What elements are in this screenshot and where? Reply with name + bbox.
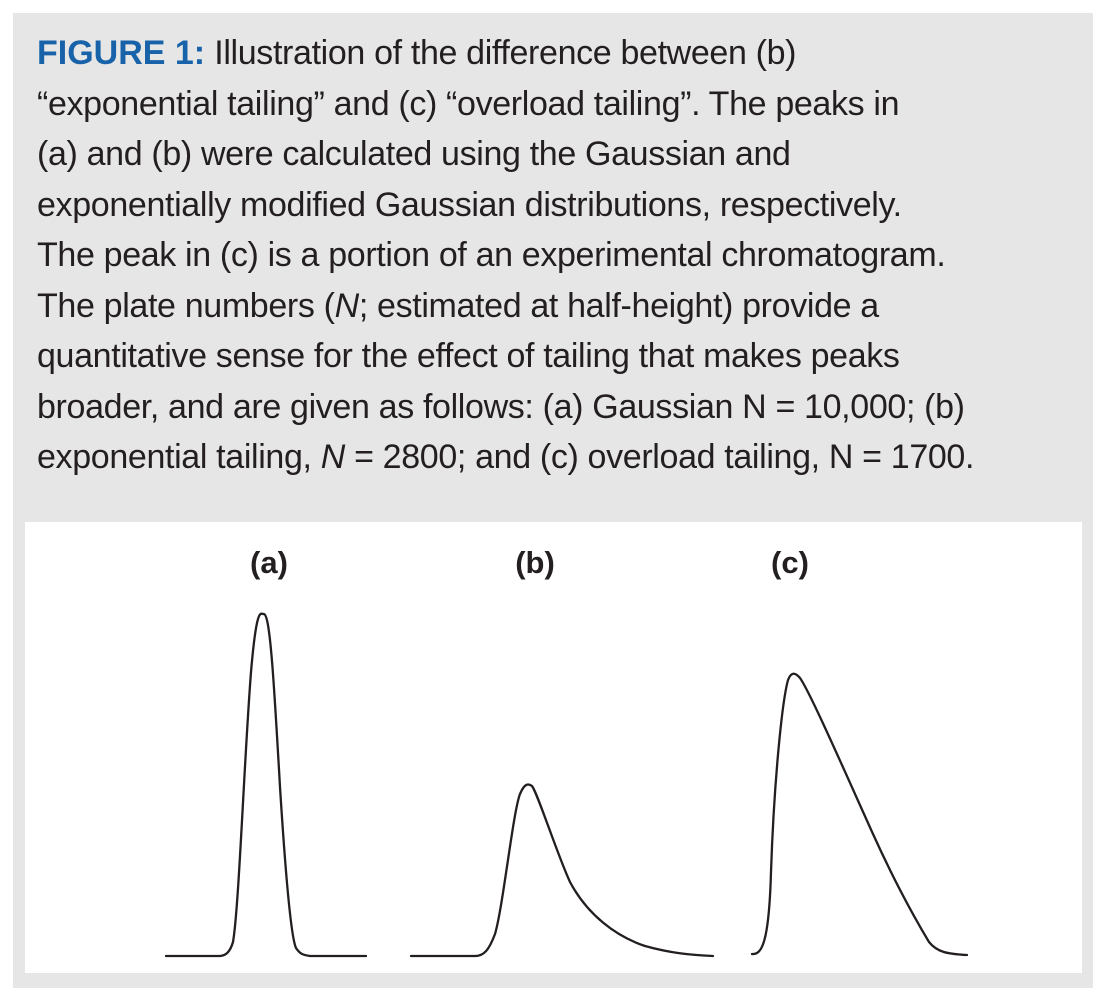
peak-diagram bbox=[25, 522, 1082, 973]
peak-trace-c bbox=[752, 674, 967, 955]
plot-area bbox=[25, 522, 1082, 973]
panel-label-a: (a) bbox=[250, 545, 288, 580]
caption-text: exponential tailing, bbox=[37, 438, 321, 476]
peak-trace-a bbox=[166, 614, 366, 956]
caption-line bbox=[37, 230, 1067, 281]
caption-text: Illustration of the difference between (b) bbox=[214, 34, 797, 72]
panel-a bbox=[166, 545, 366, 956]
panel-c bbox=[752, 545, 967, 955]
caption-line bbox=[37, 79, 1067, 130]
caption-text: ; estimated at half-height) provide a bbox=[358, 286, 879, 325]
panel-label-c: (c) bbox=[771, 545, 809, 580]
caption-symbol-n: N bbox=[334, 286, 359, 325]
figure-caption bbox=[37, 28, 1067, 483]
caption-text: broader, and are given as follows: (a) Gaussian N = 10,000; (b) bbox=[37, 387, 965, 426]
peak-trace-b bbox=[411, 784, 713, 956]
caption-line bbox=[37, 281, 1067, 332]
figure-label: FIGURE 1: bbox=[37, 34, 206, 72]
caption-line bbox=[37, 432, 1067, 483]
caption-text: The plate numbers ( bbox=[37, 286, 335, 325]
caption-line bbox=[37, 129, 1067, 180]
caption-text: quantitative sense for the effect of tailing that makes peaks bbox=[37, 337, 900, 375]
caption-line bbox=[37, 382, 1067, 433]
caption-line bbox=[37, 28, 1067, 79]
caption-text: The peak in (c) is a portion of an experimental chromatogram. bbox=[37, 236, 946, 274]
caption-text: exponentially modified Gaussian distributions, respectively. bbox=[37, 185, 902, 224]
caption-line bbox=[37, 331, 1067, 382]
caption-symbol-n: N bbox=[320, 438, 345, 476]
caption-text: “exponential tailing” and (c) “overload tailing”. The peaks in bbox=[37, 84, 900, 123]
panel-b bbox=[411, 545, 713, 956]
panel-label-b: (b) bbox=[515, 545, 555, 580]
caption-text: = 2800; and (c) overload tailing, N = 1700. bbox=[344, 438, 975, 476]
caption-line bbox=[37, 180, 1067, 231]
caption-text: (a) and (b) were calculated using the Gaussian and bbox=[37, 135, 791, 173]
